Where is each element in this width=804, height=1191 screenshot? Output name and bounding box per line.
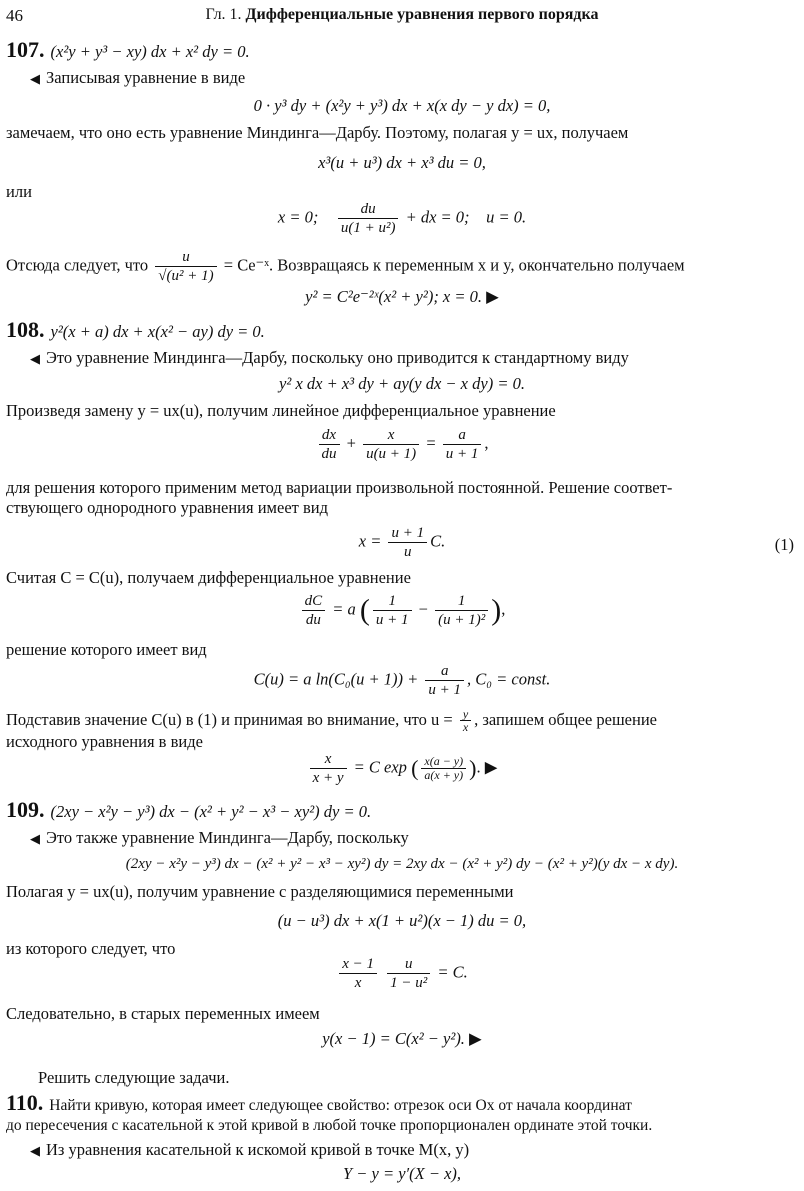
triangle-left-icon: ◀ — [30, 831, 40, 846]
chapter-title: Дифференциальные уравнения первого порядка — [245, 6, 599, 23]
problem-number: 108. — [6, 317, 45, 342]
equation: y² = C²e⁻²ˣ(x² + y²); x = 0. ▶ — [305, 287, 499, 306]
paragraph-text: Произведя замену y = ux(u), получим линейное дифференциальное уравнение — [6, 401, 556, 420]
equation: x = $\frac{u + 1}{u}$ C. — [358, 525, 446, 560]
section-heading: Решить следующие задачи. — [38, 1068, 230, 1087]
paragraph-text: Следовательно, в старых переменных имеем — [6, 1004, 320, 1023]
equation: $\frac{x - 1}{x}$ $\frac{u}{\text{1 − u²}}$ = C. — [0, 955, 804, 992]
problem-equation: (x²y + y³ − xy) dx + x² dy = 0. — [50, 42, 250, 61]
paragraph-text: решение которого имеет вид — [6, 640, 207, 659]
equation: $\frac{dC}{du}$ = a ( $\frac{1}{u + 1}$ − $\frac{1}{\text{(u + 1)²}}$ ), — [0, 592, 804, 629]
paragraph-text: Полагая y = ux(u), получим уравнение с разделяющимися переменными — [6, 882, 514, 901]
triangle-left-icon: ◀ — [30, 1143, 40, 1158]
equation: y² x dx + x³ dy + ay(y dx − x dy) = 0. — [279, 374, 525, 393]
paragraph-text: замечаем, что оно есть уравнение Миндинга—Дарбу. Поэтому, полагая y = ux, получаем — [6, 123, 629, 142]
equation: (2xy − x²y − y³) dx − (x² + y² − x³ − xy²) dy = 2xy dx − (x² + y²) dy − (x² + y²)(y dx − x dy). — [125, 856, 679, 872]
problem-number: 107. — [6, 37, 45, 62]
chapter-prefix: Гл. 1. — [205, 6, 242, 23]
equation: Y − y = y′(X − x), — [342, 1164, 462, 1183]
triangle-left-icon: ◀ — [30, 351, 40, 366]
paragraph-text: для решения которого применим метод вариации произвольной постоянной. Решение соответ- — [6, 478, 673, 497]
solution-intro: ◀ Это также уравнение Миндинга—Дарбу, поскольку — [30, 828, 409, 847]
problem-107-statement — [6, 37, 798, 62]
paragraph-text: Считая C = C(u), получаем дифференциальное уравнение — [6, 568, 411, 587]
fraction: $\frac{du}{\text{u(1 + u²)}}$ — [338, 200, 399, 237]
problem-110-statement: 110. Найти кривую, которая имеет следующее свойство: отрезок оси Ox от начала координат — [6, 1090, 632, 1115]
equation: (u − u³) dx + x(1 + u²)(x − 1) du = 0, — [277, 911, 527, 930]
equation-label: (1) — [774, 535, 794, 554]
fraction: $\frac{u}{\text{√(u² + 1)}}$ — [155, 248, 216, 285]
running-header — [0, 6, 804, 24]
paragraph-text: до пересечения с касательной к этой кривой в любой точке пропорционален ординате этой точки. — [6, 1117, 653, 1134]
paragraph-text: ствующего однородного уравнения имеет вид — [6, 498, 328, 517]
equation: 0 · y³ dy + (x²y + y³) dx + x(x dy − y dx) = 0, — [253, 96, 551, 115]
equation: C(u) = a ln(C₀(u + 1)) + $\frac{a}{u + 1}$ , C₀ = const. — [253, 663, 551, 698]
solution-intro: ◀ Из уравнения касательной к искомой кривой в точке M(x, y) — [30, 1140, 470, 1159]
problem-equation: y²(x + a) dx + x(x² − ay) dy = 0. — [50, 322, 265, 341]
triangle-left-icon: ◀ — [30, 71, 40, 86]
solution-intro: ◀ Записывая уравнение в виде — [30, 68, 246, 87]
paragraph-text: Подставив значение C(u) в (1) и принимая во внимание, что u = $\frac{y}{x}$ , запишем общее решение — [6, 707, 657, 734]
problem-108-statement — [6, 317, 798, 342]
paragraph-text: или — [6, 182, 32, 201]
paragraph-text: из которого следует, что — [6, 939, 176, 958]
equation: y(x − 1) = C(x² − y²). ▶ — [322, 1029, 482, 1048]
equation: $\frac{x}{x + y}$ = C exp ( $\frac{x(a - y)}{a(x + y)}$ ). ▶ — [0, 750, 804, 787]
equation: x = 0; $\frac{du}{\text{u(1 + u²)}}$ + dx = 0; u = 0. — [277, 201, 527, 236]
paragraph-text: Отсюда следует, что $\frac{u}{\text{√(u² + 1)}}$ = Ce⁻ˣ. Возвращаясь к переменным x и y, окончательно получаем — [6, 249, 685, 284]
paragraph-text: исходного уравнения в виде — [6, 732, 203, 751]
equation: $\frac{dx}{du}$ + $\frac{x}{u(u + 1)}$ = $\frac{a}{u + 1}$ , — [0, 426, 804, 463]
solution-intro: ◀ Это уравнение Миндинга—Дарбу, поскольку оно приводится к стандартному виду — [30, 348, 629, 367]
problem-number: 110. — [6, 1090, 44, 1115]
problem-equation: (2xy − x²y − y³) dx − (x² + y² − x³ − xy²) dy = 0. — [50, 802, 372, 821]
problem-109-statement — [6, 797, 798, 822]
problem-number: 109. — [6, 797, 45, 822]
page-number: 46 — [6, 6, 23, 25]
equation: x³(u + u³) dx + x³ du = 0, — [318, 153, 486, 172]
